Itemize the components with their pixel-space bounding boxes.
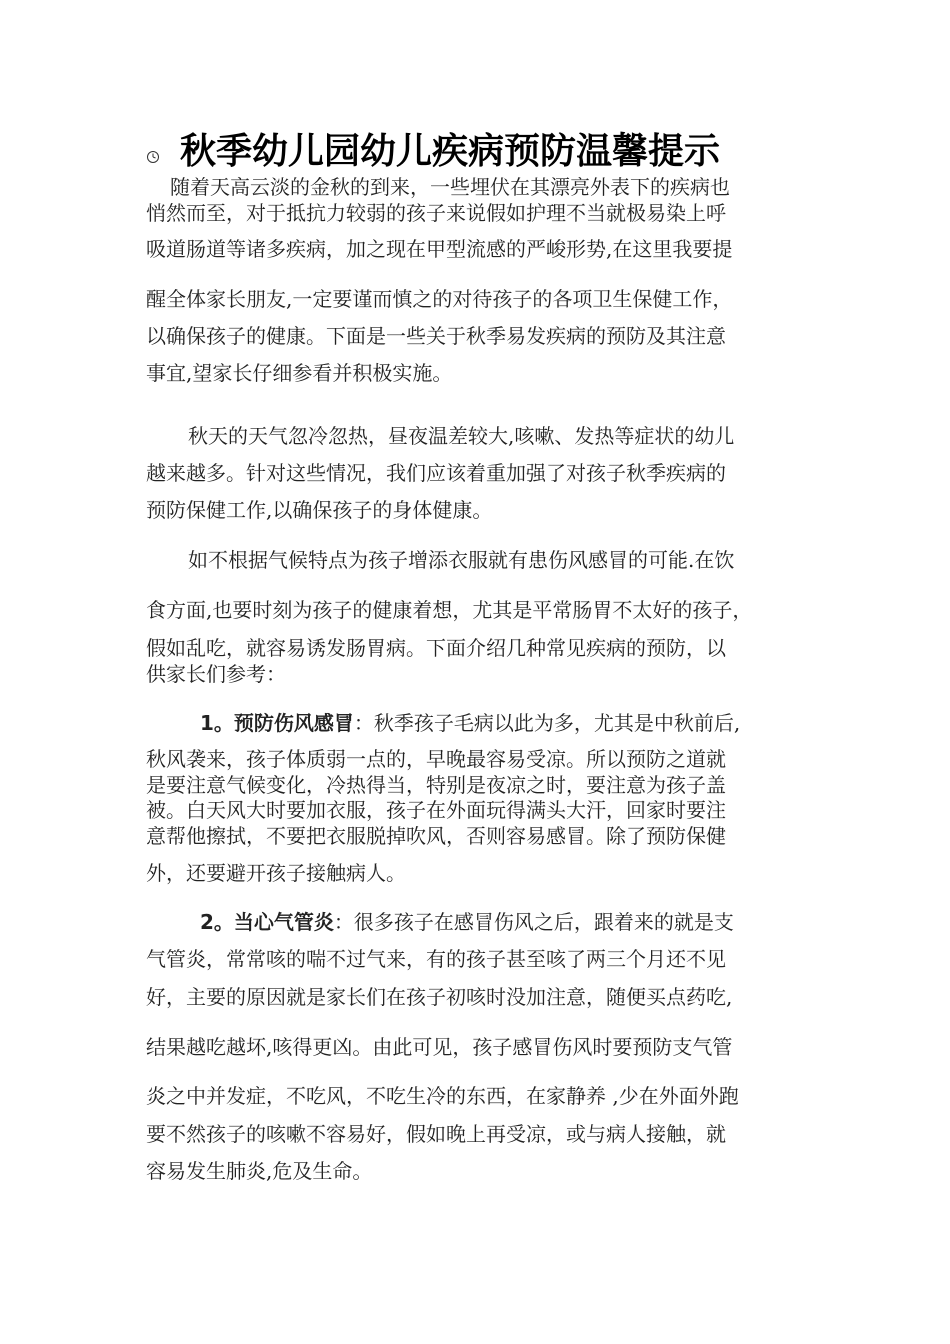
- paragraph-line: 炎之中并发症，不吃风，不吃生冷的东西，在家静养 ,少在外面外跑: [146, 1084, 739, 1108]
- paragraph-line: 预防保健工作,以确保孩子的身体健康。: [146, 498, 493, 522]
- paragraph-line: 事宜,望家长仔细参看并积极实施。: [146, 361, 453, 385]
- paragraph-line: 好，主要的原因就是家长们在孩子初咳时没加注意，随便买点药吃,: [146, 985, 733, 1009]
- paragraph-line: 秋天的天气忽冷忽热，昼夜温差较大,咳嗽、发热等症状的幼儿: [188, 424, 735, 448]
- page-title: 秋季幼儿园幼儿疾病预防温馨提示: [180, 131, 721, 172]
- section-heading: 2。当心气管炎: [200, 910, 334, 934]
- section-text: ：很多孩子在感冒伤风之后，跟着来的就是支: [333, 910, 734, 934]
- paragraph-line: 结果越吃越坏,咳得更凶。由此可见，孩子感冒伤风时要预防支气管: [146, 1035, 733, 1059]
- paragraph-line: 随着天高云淡的金秋的到来，一些埋伏在其漂亮外表下的疾病也: [170, 175, 730, 199]
- title-row: [146, 128, 826, 176]
- paragraph-line: 假如乱吃，就容易诱发肠胃病。下面介绍几种常见疾病的预防，以: [146, 636, 726, 660]
- paragraph-line: 吸道肠道等诸多疾病，加之现在甲型流感的严峻形势,在这里我要提: [146, 237, 733, 261]
- paragraph-line: 供家长们参考：: [146, 662, 286, 686]
- paragraph-line: 意帮他擦拭，不要把衣服脱掉吹风，否则容易感冒。除了预防保健: [146, 824, 726, 848]
- paragraph-line: 食方面,也要时刻为孩子的健康着想，尤其是平常肠胃不太好的孩子，: [146, 598, 753, 622]
- paragraph-line: 秋风袭来，孩子体质弱一点的，早晚最容易受凉。所以预防之道就: [146, 747, 726, 771]
- paragraph-line: 如不根据气候特点为孩子增添衣服就有患伤风感冒的可能.在饮: [188, 548, 735, 572]
- section-first-line: [200, 710, 740, 736]
- paragraph-line: 悄然而至，对于抵抗力较弱的孩子来说假如护理不当就极易染上呼: [146, 201, 726, 225]
- paragraph-line: 要不然孩子的咳嗽不容易好，假如晚上再受凉，或与病人接触，就: [146, 1122, 726, 1146]
- paragraph-line: 醒全体家长朋友,一定要谨而慎之的对待孩子的各项卫生保健工作，: [146, 287, 733, 311]
- paragraph-line: 外，还要避开孩子接触病人。: [146, 861, 406, 885]
- paragraph-line: 是要注意气候变化，冷热得当，特别是夜凉之时，要注意为孩子盖: [146, 773, 726, 797]
- paragraph-line: 气管炎，常常咳的喘不过气来，有的孩子甚至咳了两三个月还不见: [146, 947, 726, 971]
- paragraph-line: 越来越多。针对这些情况，我们应该着重加强了对孩子秋季疾病的: [146, 461, 726, 485]
- section-text: ：秋季孩子毛病以此为多，尤其是中秋前后,: [353, 711, 741, 735]
- paragraph-line: 被。白天风大时要加衣服，孩子在外面玩得满头大汗，回家时要注: [146, 798, 726, 822]
- section-heading: 1。预防伤风感冒: [200, 711, 354, 735]
- clock-icon: [146, 150, 160, 164]
- paragraph-line: 容易发生肺炎,危及生命。: [146, 1159, 373, 1183]
- paragraph-line: 以确保孩子的健康。下面是一些关于秋季易发疾病的预防及其注意: [146, 324, 726, 348]
- section-first-line: [200, 909, 734, 935]
